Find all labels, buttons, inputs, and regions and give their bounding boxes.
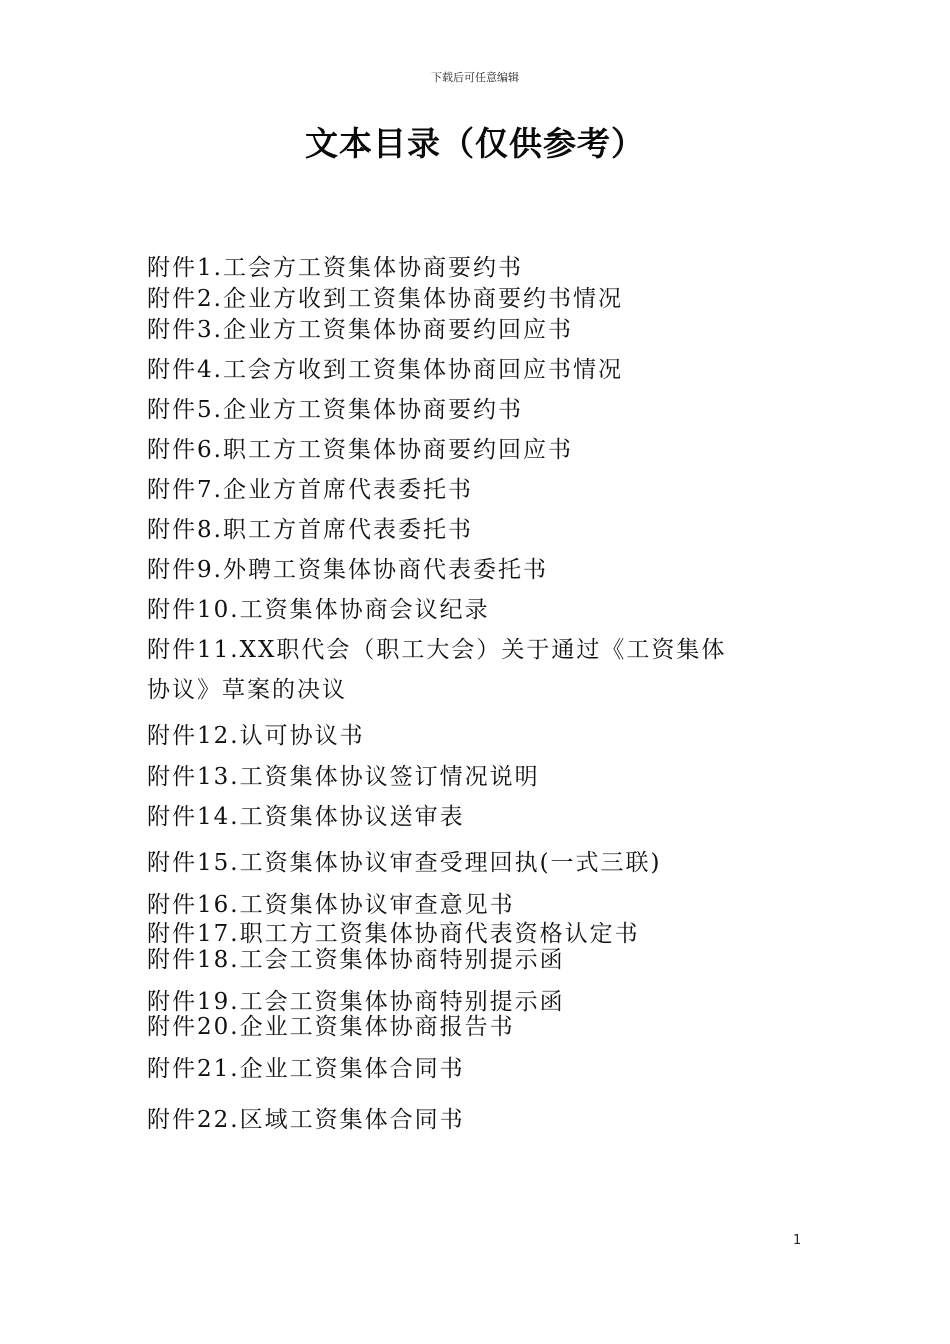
toc-item-5: 附件5.企业方工资集体协商要约书	[147, 397, 523, 423]
toc-item-14: 附件14.工资集体协议送审表	[147, 804, 465, 830]
toc-item-11: 附件11.XX职代会（职工大会）关于通过《工资集体	[147, 637, 727, 663]
page-title: 文本目录（仅供参考）	[305, 124, 645, 163]
toc-item-11-continued: 协议》草案的决议	[147, 677, 347, 703]
toc-item-20: 附件20.企业工资集体协商报告书	[147, 1014, 515, 1040]
toc-item-2: 附件2.企业方收到工资集体协商要约书情况	[147, 286, 623, 312]
toc-item-17: 附件17.职工方工资集体协商代表资格认定书	[147, 921, 640, 947]
toc-item-6: 附件6.职工方工资集体协商要约回应书	[147, 437, 573, 463]
toc-item-13: 附件13.工资集体协议签订情况说明	[147, 764, 540, 790]
toc-item-7: 附件7.企业方首席代表委托书	[147, 477, 473, 503]
toc-item-21: 附件21.企业工资集体合同书	[147, 1056, 465, 1082]
toc-item-1: 附件1.工会方工资集体协商要约书	[147, 255, 523, 281]
page-number: 1	[793, 1233, 802, 1248]
toc-item-4: 附件4.工会方收到工资集体协商回应书情况	[147, 357, 623, 383]
toc-item-10: 附件10.工资集体协商会议纪录	[147, 597, 490, 623]
toc-item-12: 附件12.认可协议书	[147, 723, 365, 749]
toc-item-8: 附件8.职工方首席代表委托书	[147, 517, 473, 543]
toc-item-16: 附件16.工资集体协议审查意见书	[147, 892, 515, 918]
header-note: 下载后可任意编辑	[431, 71, 519, 84]
toc-item-18: 附件18.工会工资集体协商特别提示函	[147, 947, 565, 973]
toc-item-15: 附件15.工资集体协议审查受理回执(一式三联)	[147, 850, 662, 876]
toc-item-3: 附件3.企业方工资集体协商要约回应书	[147, 317, 573, 343]
toc-item-9: 附件9.外聘工资集体协商代表委托书	[147, 557, 548, 583]
toc-item-19: 附件19.工会工资集体协商特别提示函	[147, 989, 565, 1015]
toc-item-22: 附件22.区域工资集体合同书	[147, 1107, 465, 1133]
